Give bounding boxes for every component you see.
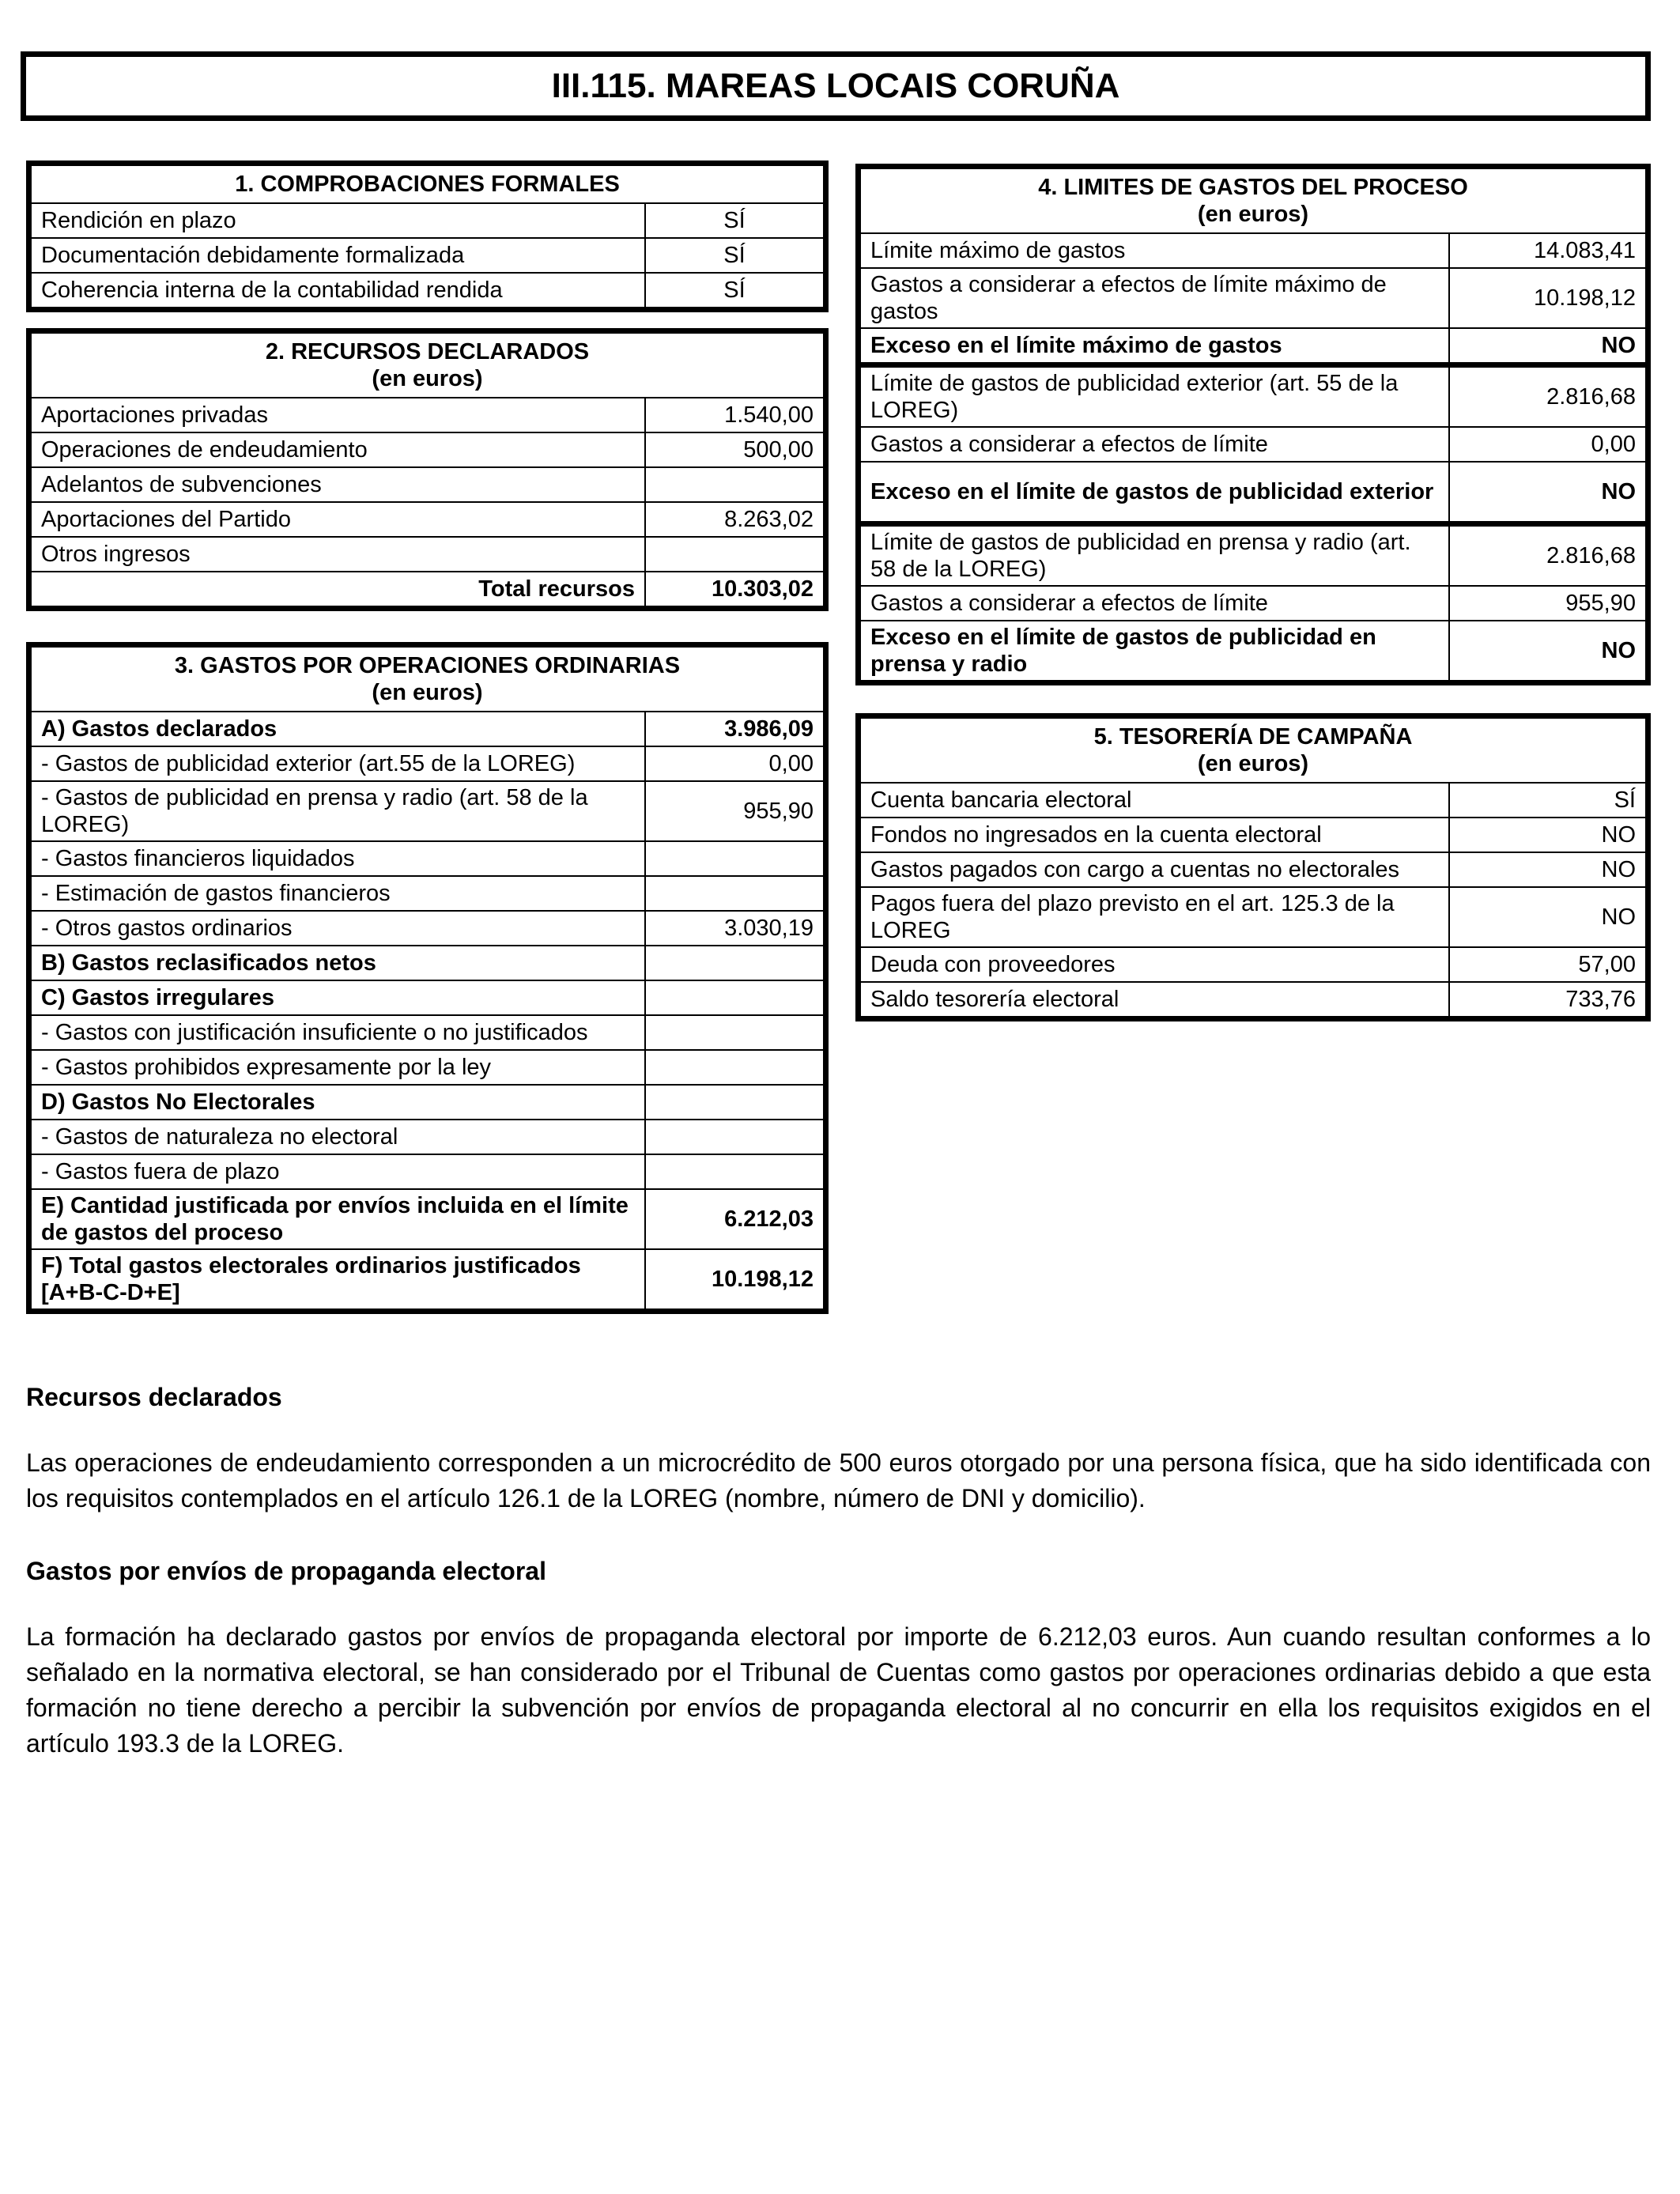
table-row xyxy=(32,911,823,946)
row-value: 955,90 xyxy=(645,781,823,841)
table-header-unit: (en euros) xyxy=(372,366,483,391)
row-label: Exceso en el límite máximo de gastos xyxy=(861,328,1449,365)
row-label: A) Gastos declarados xyxy=(32,712,645,746)
table-header: 1. COMPROBACIONES FORMALES xyxy=(32,166,823,203)
row-label: Gastos pagados con cargo a cuentas no electorales xyxy=(861,852,1449,887)
row-value: 0,00 xyxy=(1449,427,1645,462)
table-header-title: 2. RECURSOS DECLARADOS xyxy=(265,339,590,364)
table-row xyxy=(32,781,823,841)
table-row xyxy=(32,876,823,911)
table-row xyxy=(32,746,823,781)
row-value: NO xyxy=(1449,462,1645,524)
table-row xyxy=(32,1249,823,1308)
row-value: SÍ xyxy=(1449,783,1645,818)
row-label: Aportaciones del Partido xyxy=(32,502,645,537)
table-row xyxy=(32,537,823,572)
row-label: Gastos a considerar a efectos de límite xyxy=(861,586,1449,621)
row-value xyxy=(645,1015,823,1050)
paragraph-mailing: La formación ha declarado gastos por envíos de propaganda electoral por importe de 6.212,03 euros. Aun cuando resultan conformes a lo señalado en la normativa electoral, se han considerado por el Tribunal de Cuentas como gastos por operaciones ordinarias debido a que esta formación no tiene derecho a percibir la subvención por envíos de propaganda electoral al no concurrir en ella los requisitos exigidos en el artículo 193.3 de la LOREG. xyxy=(26,1622,1651,1758)
row-label: Límite de gastos de publicidad exterior (art. 55 de la LOREG) xyxy=(861,365,1449,428)
campaign-treasury-table xyxy=(855,713,1651,1021)
total-value: 10.303,02 xyxy=(645,572,823,606)
table-row xyxy=(861,328,1645,365)
table-row xyxy=(32,502,823,537)
row-value xyxy=(645,1154,823,1189)
table-row xyxy=(32,980,823,1015)
row-label: Otros ingresos xyxy=(32,537,645,572)
row-label: Operaciones de endeudamiento xyxy=(32,432,645,467)
table-row xyxy=(861,233,1645,268)
row-value: 57,00 xyxy=(1449,947,1645,982)
table-row xyxy=(861,621,1645,680)
row-value: 8.263,02 xyxy=(645,502,823,537)
row-label: Límite de gastos de publicidad en prensa y radio (art. 58 de la LOREG) xyxy=(861,524,1449,587)
row-value: SÍ xyxy=(645,203,823,238)
row-value: 10.198,12 xyxy=(1449,268,1645,328)
table-row xyxy=(32,238,823,273)
row-label: - Estimación de gastos financieros xyxy=(32,876,645,911)
table-row xyxy=(32,712,823,746)
row-value: SÍ xyxy=(645,273,823,307)
total-label: Total recursos xyxy=(32,572,645,606)
row-label: Rendición en plazo xyxy=(32,203,645,238)
ordinary-expenses-table xyxy=(26,642,829,1314)
row-label: Gastos a considerar a efectos de límite xyxy=(861,427,1449,462)
section-heading-mailing: Gastos por envíos de propaganda electoral xyxy=(26,1557,546,1585)
row-label: Pagos fuera del plazo previsto en el art. 125.3 de la LOREG xyxy=(861,887,1449,947)
row-value: NO xyxy=(1449,887,1645,947)
row-label: D) Gastos No Electorales xyxy=(32,1085,645,1120)
row-value: NO xyxy=(1449,328,1645,365)
row-value: SÍ xyxy=(645,238,823,273)
row-label: Coherencia interna de la contabilidad rendida xyxy=(32,273,645,307)
row-value: 6.212,03 xyxy=(645,1189,823,1249)
table-header-unit: (en euros) xyxy=(1197,751,1309,776)
row-value xyxy=(645,841,823,876)
row-label: F) Total gastos electorales ordinarios justificados [A+B-C-D+E] xyxy=(32,1249,645,1308)
row-label: Adelantos de subvenciones xyxy=(32,467,645,502)
row-label: Aportaciones privadas xyxy=(32,398,645,432)
table-row xyxy=(861,586,1645,621)
row-label: E) Cantidad justificada por envíos incluida en el límite de gastos del proceso xyxy=(32,1189,645,1249)
table-row xyxy=(32,1050,823,1085)
row-value: 2.816,68 xyxy=(1449,524,1645,587)
table-header xyxy=(861,719,1645,783)
formal-checks-table xyxy=(26,160,829,312)
row-value: NO xyxy=(1449,852,1645,887)
table-row xyxy=(861,852,1645,887)
row-value: 14.083,41 xyxy=(1449,233,1645,268)
row-label: Límite máximo de gastos xyxy=(861,233,1449,268)
total-row xyxy=(32,572,823,606)
row-value: 500,00 xyxy=(645,432,823,467)
row-label: B) Gastos reclasificados netos xyxy=(32,946,645,980)
section-heading-resources: Recursos declarados xyxy=(26,1383,282,1411)
table-row xyxy=(861,462,1645,524)
row-label: Cuenta bancaria electoral xyxy=(861,783,1449,818)
row-value: 1.540,00 xyxy=(645,398,823,432)
row-value: 10.198,12 xyxy=(645,1249,823,1308)
declared-resources-table xyxy=(26,328,829,611)
table-header-title: 4. LIMITES DE GASTOS DEL PROCESO xyxy=(1038,175,1468,200)
row-value: NO xyxy=(1449,621,1645,680)
row-label: Exceso en el límite de gastos de publicidad en prensa y radio xyxy=(861,621,1449,680)
table-row xyxy=(32,1189,823,1249)
table-row xyxy=(32,432,823,467)
table-row xyxy=(32,1154,823,1189)
table-row xyxy=(861,982,1645,1016)
row-label: - Gastos de naturaleza no electoral xyxy=(32,1120,645,1154)
row-value: 3.986,09 xyxy=(645,712,823,746)
table-header xyxy=(32,334,823,398)
row-value xyxy=(645,980,823,1015)
row-label: - Gastos de publicidad exterior (art.55 de la LOREG) xyxy=(32,746,645,781)
table-header-unit: (en euros) xyxy=(372,680,483,705)
table-row xyxy=(32,467,823,502)
page-title: III.115. MAREAS LOCAIS CORUÑA xyxy=(21,51,1651,121)
row-value xyxy=(645,1050,823,1085)
expense-limits-table xyxy=(855,164,1651,685)
table-row xyxy=(861,818,1645,852)
row-label: - Gastos prohibidos expresamente por la ley xyxy=(32,1050,645,1085)
table-row xyxy=(861,887,1645,947)
table-header-title: 5. TESORERÍA DE CAMPAÑA xyxy=(1093,724,1413,750)
row-value: 3.030,19 xyxy=(645,911,823,946)
row-value: 955,90 xyxy=(1449,586,1645,621)
row-label: - Gastos con justificación insuficiente o no justificados xyxy=(32,1015,645,1050)
row-label: - Gastos de publicidad en prensa y radio (art. 58 de la LOREG) xyxy=(32,781,645,841)
table-row xyxy=(32,946,823,980)
row-label: C) Gastos irregulares xyxy=(32,980,645,1015)
row-value xyxy=(645,537,823,572)
row-value: NO xyxy=(1449,818,1645,852)
table-row xyxy=(32,1120,823,1154)
row-value xyxy=(645,1085,823,1120)
row-label: Fondos no ingresados en la cuenta electoral xyxy=(861,818,1449,852)
row-value: 733,76 xyxy=(1449,982,1645,1016)
row-label: - Gastos financieros liquidados xyxy=(32,841,645,876)
table-row xyxy=(861,524,1645,587)
table-row xyxy=(32,1015,823,1050)
row-label: Documentación debidamente formalizada xyxy=(32,238,645,273)
row-value xyxy=(645,876,823,911)
table-header xyxy=(32,648,823,712)
table-header-title: 3. GASTOS POR OPERACIONES ORDINARIAS xyxy=(174,653,681,678)
row-label: Saldo tesorería electoral xyxy=(861,982,1449,1016)
row-label: Deuda con proveedores xyxy=(861,947,1449,982)
table-header-unit: (en euros) xyxy=(1197,202,1309,227)
row-value: 2.816,68 xyxy=(1449,365,1645,428)
table-row xyxy=(861,783,1645,818)
table-row xyxy=(861,365,1645,428)
row-value xyxy=(645,467,823,502)
table-row xyxy=(32,398,823,432)
paragraph-resources: Las operaciones de endeudamiento corresponden a un microcrédito de 500 euros otorgado por una persona física, que ha sido identificada con los requisitos contemplados en el artículo 126.1 de la LOREG (nombre, número de DNI y domicilio). xyxy=(26,1448,1651,1512)
row-label: - Otros gastos ordinarios xyxy=(32,911,645,946)
table-row xyxy=(861,427,1645,462)
row-value xyxy=(645,1120,823,1154)
table-row xyxy=(861,947,1645,982)
row-label: Exceso en el límite de gastos de publicidad exterior xyxy=(861,462,1449,524)
table-row xyxy=(32,841,823,876)
row-label: Gastos a considerar a efectos de límite máximo de gastos xyxy=(861,268,1449,328)
row-value: 0,00 xyxy=(645,746,823,781)
table-row xyxy=(861,268,1645,328)
row-label: - Gastos fuera de plazo xyxy=(32,1154,645,1189)
row-value xyxy=(645,946,823,980)
table-row xyxy=(32,273,823,307)
table-row xyxy=(32,1085,823,1120)
table-header xyxy=(861,169,1645,233)
table-row xyxy=(32,203,823,238)
